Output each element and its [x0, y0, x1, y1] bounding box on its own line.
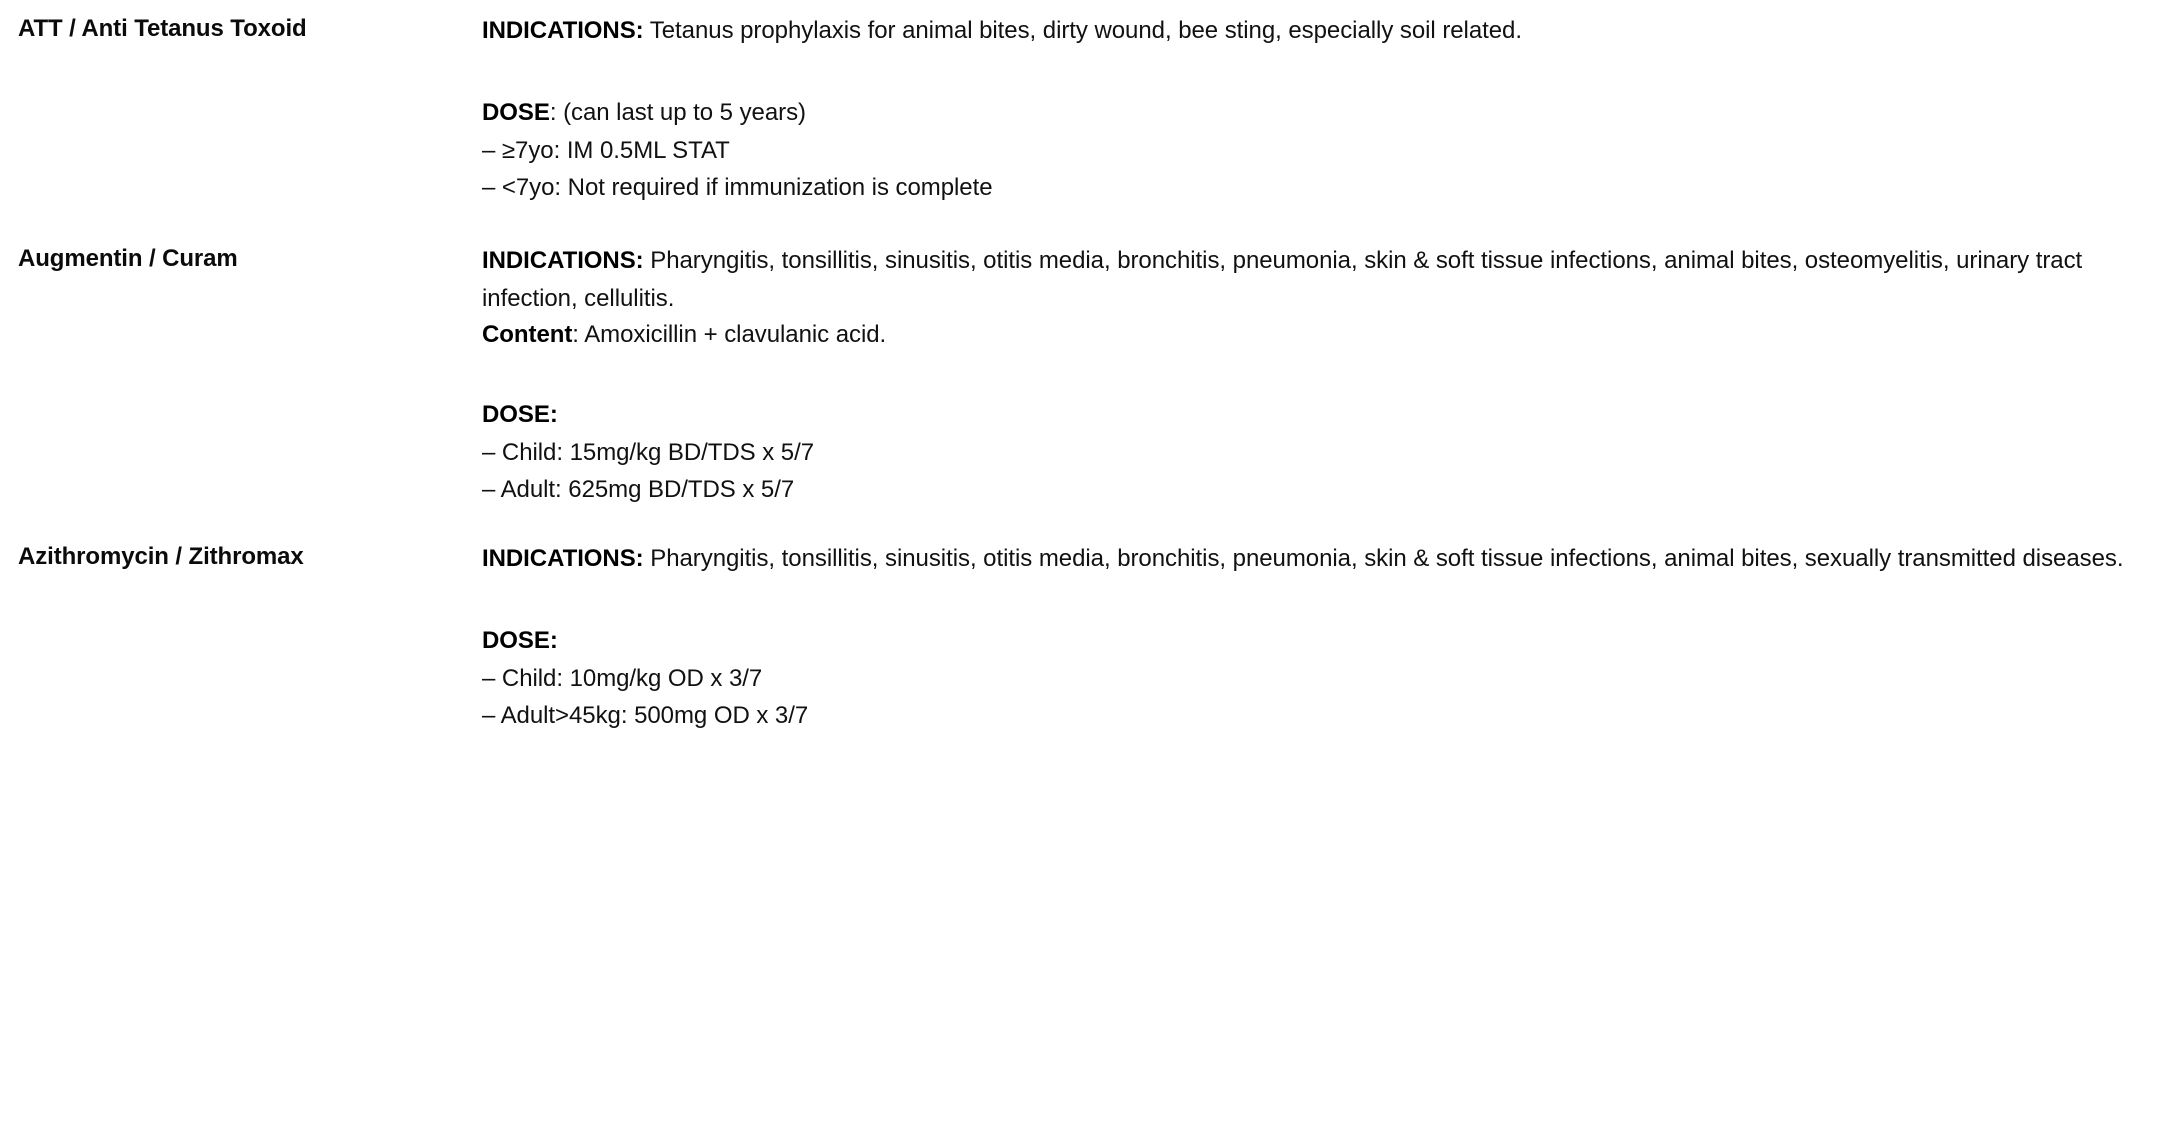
drug-detail-column [482, 12, 2140, 206]
spacer [482, 50, 2140, 94]
content-text: : Amoxicillin + clavulanic acid. [572, 321, 887, 348]
dose-heading-line [482, 622, 2140, 660]
indications-label: INDICATIONS: [482, 247, 644, 274]
entry-spacer [18, 206, 2140, 242]
dose-list [482, 660, 2140, 734]
spacer [482, 578, 2140, 622]
dose-item: – <7yo: Not required if immunization is complete [482, 174, 993, 201]
drug-name: Azithromycin / Zithromax [18, 543, 304, 570]
indications-text: Pharyngitis, tonsillitis, sinusitis, otitis media, bronchitis, pneumonia, skin & soft tissue infections, animal bites, sexually transmitted diseases. [643, 545, 2124, 572]
indications-text: Tetanus prophylaxis for animal bites, dirty wound, bee sting, especially soil related. [643, 17, 1522, 44]
indications-line [482, 242, 2140, 318]
dose-item: – Child: 10mg/kg OD x 3/7 [482, 665, 763, 692]
drug-detail-column [482, 242, 2140, 508]
dose-item: – Adult: 625mg BD/TDS x 5/7 [482, 476, 795, 503]
indications-label: INDICATIONS: [482, 17, 644, 44]
drug-entry [18, 12, 2140, 206]
drug-name: ATT / Anti Tetanus Toxoid [18, 15, 307, 42]
content-line [482, 318, 2140, 352]
indications-label: INDICATIONS: [482, 545, 644, 572]
drug-name-column [18, 242, 482, 276]
drug-name: Augmentin / Curam [18, 245, 238, 272]
dose-item: – Child: 15mg/kg BD/TDS x 5/7 [482, 439, 815, 466]
drug-entry [18, 540, 2140, 734]
drug-entry [18, 242, 2140, 508]
dose-suffix: : (can last up to 5 years) [549, 99, 806, 126]
dose-label: DOSE: [482, 401, 558, 428]
spacer [482, 352, 2140, 396]
indications-line [482, 540, 2140, 578]
dose-list [482, 132, 2140, 206]
drug-detail-column [482, 540, 2140, 734]
entry-spacer [18, 508, 2140, 540]
indications-text: Pharyngitis, tonsillitis, sinusitis, otitis media, bronchitis, pneumonia, skin & soft tissue infections, animal bites, osteomyelitis, urinary tract infection, cellulitis. [482, 247, 2083, 312]
dose-heading-line [482, 94, 2140, 132]
drug-name-column [18, 540, 482, 574]
dose-label: DOSE [482, 99, 550, 126]
content-label: Content [482, 321, 573, 348]
dose-label: DOSE: [482, 627, 558, 654]
dose-item: – ≥7yo: IM 0.5ML STAT [482, 137, 730, 164]
drug-name-column [18, 12, 482, 46]
indications-line [482, 12, 2140, 50]
dose-heading-line [482, 396, 2140, 434]
dose-list [482, 434, 2140, 508]
dose-item: – Adult>45kg: 500mg OD x 3/7 [482, 702, 809, 729]
